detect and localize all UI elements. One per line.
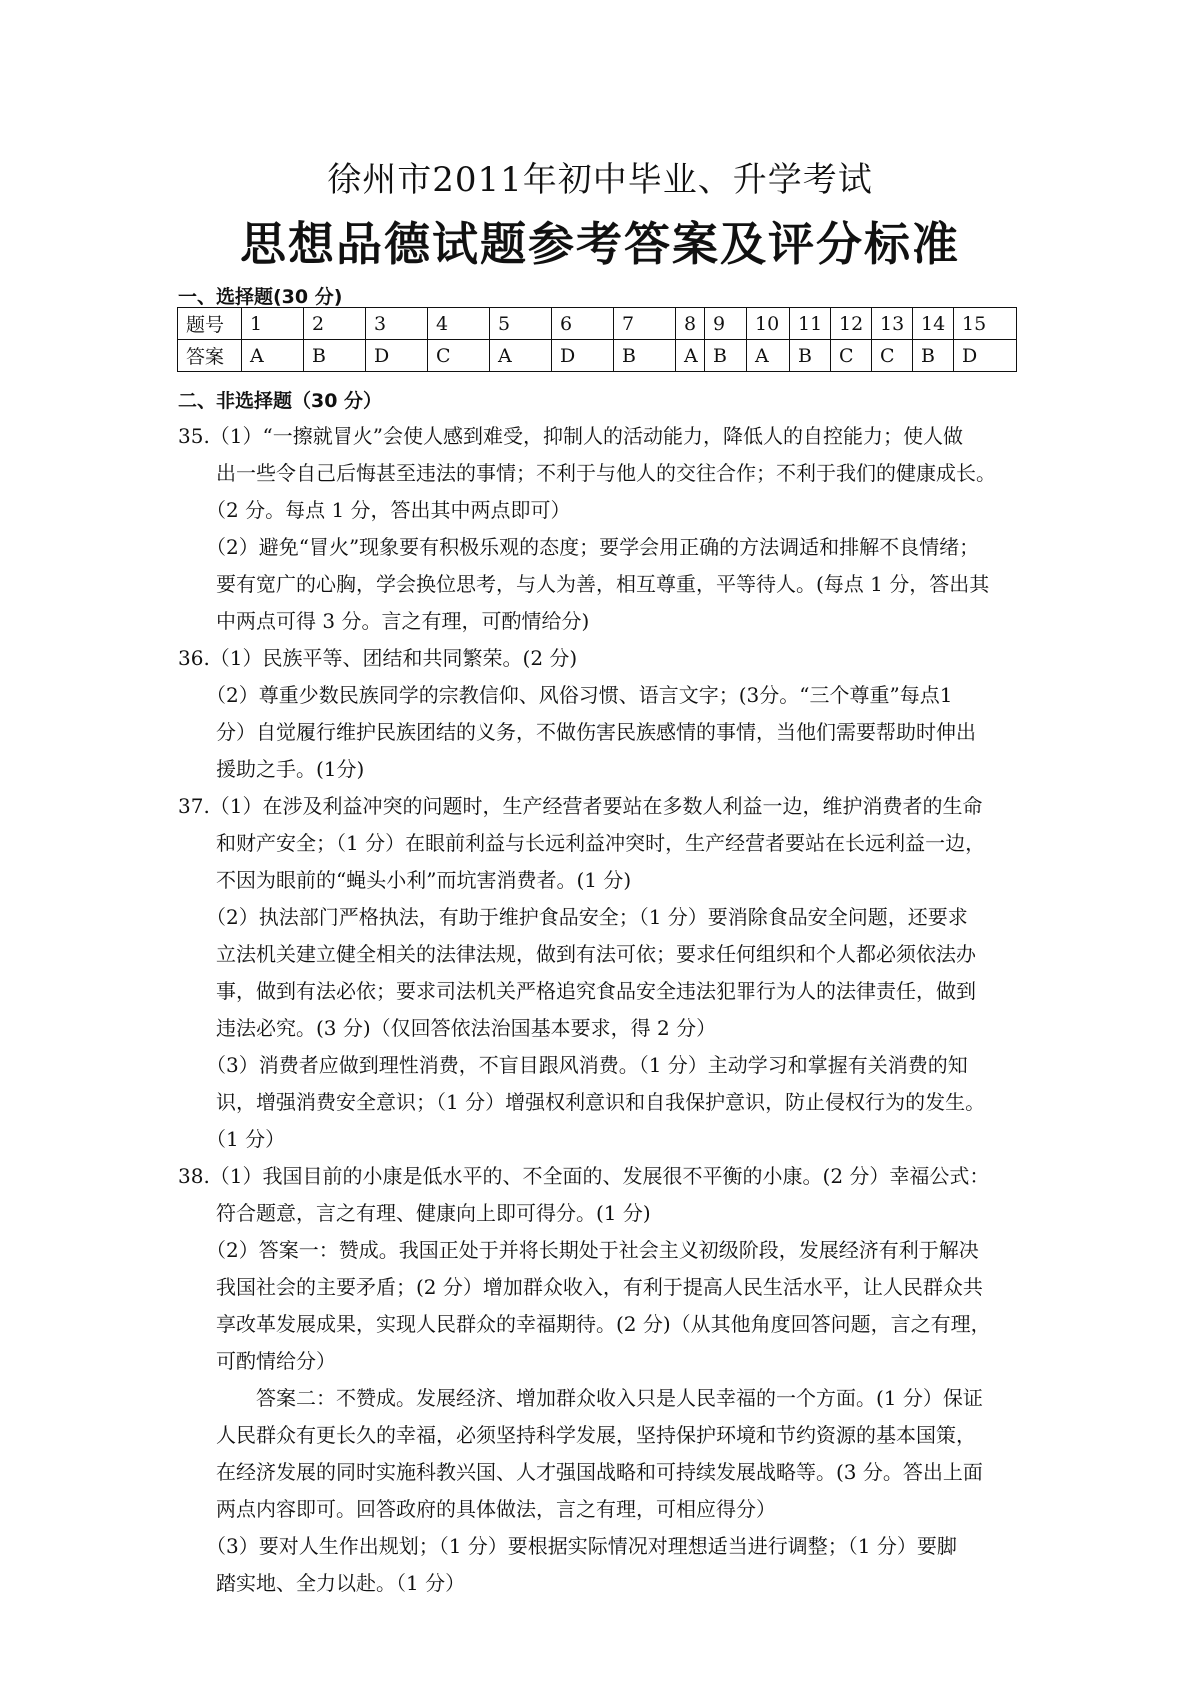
- answer-line: 两点内容即可。回答政府的具体做法，言之有理，可相应得分）: [216, 1497, 776, 1521]
- table-cell: 1: [242, 308, 304, 340]
- answer-line: 分）自觉履行维护民族团结的义务，不做伤害民族感情的事情，当他们需要帮助时伸出: [216, 720, 976, 744]
- answer-line: （2）尊重少数民族同学的宗教信仰、风俗习惯、语言文字；(3分。“三个尊重”每点1: [206, 683, 953, 707]
- answer-line: 援助之手。(1分): [216, 757, 365, 781]
- answer-line: 中两点可得 3 分。言之有理，可酌情给分): [216, 609, 590, 633]
- table-cell: C: [872, 340, 913, 372]
- answer-line: 答案二：不赞成。发展经济、增加群众收入只是人民幸福的一个方面。(1 分）保证: [256, 1386, 983, 1410]
- table-cell: A: [747, 340, 790, 372]
- answer-line: 立法机关建立健全相关的法律法规，做到有法可依；要求任何组织和个人都必须依法办: [216, 942, 976, 966]
- table-cell: D: [552, 340, 614, 372]
- answer-line: （3）要对人生作出规划；（1 分）要根据实际情况对理想适当进行调整；（1 分）要脚: [206, 1534, 957, 1558]
- table-cell: 12: [831, 308, 872, 340]
- answer-line: 享改革发展成果，实现人民群众的幸福期待。(2 分)（从其他角度回答问题，言之有理，: [216, 1312, 991, 1336]
- answer-line: 和财产安全；（1 分）在眼前利益与长远利益冲突时，生产经营者要站在长远利益一边，: [216, 831, 986, 855]
- answer-line: 35.（1）“一擦就冒火”会使人感到难受，抑制人的活动能力，降低人的自控能力；使人做: [178, 424, 963, 448]
- answer-line: 可酌情给分）: [216, 1349, 336, 1373]
- table-cell: D: [366, 340, 428, 372]
- answer-line: 要有宽广的心胸，学会换位思考，与人为善，相互尊重，平等待人。(每点 1 分，答出其: [216, 572, 990, 596]
- answer-line: 36.（1）民族平等、团结和共同繁荣。(2 分): [178, 646, 578, 670]
- answer-line: （2）避免“冒火”现象要有积极乐观的态度；要学会用正确的方法调适和排解不良情绪；: [206, 535, 980, 559]
- table-cell: C: [831, 340, 872, 372]
- table-cell: 8: [676, 308, 705, 340]
- table-cell: A: [676, 340, 705, 372]
- table-cell: B: [705, 340, 747, 372]
- table-cell: 6: [552, 308, 614, 340]
- answer-line: （2）执法部门严格执法，有助于维护食品安全；（1 分）要消除食品安全问题，还要求: [206, 905, 968, 929]
- answer-line: 踏实地、全力以赴。（1 分）: [216, 1571, 466, 1595]
- table-cell: 3: [366, 308, 428, 340]
- answer-line: 我国社会的主要矛盾；(2 分）增加群众收入，有利于提高人民生活水平，让人民群众共: [216, 1275, 983, 1299]
- table-cell: A: [490, 340, 552, 372]
- table-cell: C: [428, 340, 490, 372]
- table-cell: 11: [790, 308, 831, 340]
- answer-line: 人民群众有更长久的幸福，必须坚持科学发展，坚持保护环境和节约资源的基本国策，: [216, 1423, 976, 1447]
- answer-line: 违法必究。(3 分)（仅回答依法治国基本要求，得 2 分）: [216, 1016, 717, 1040]
- answer-line: 符合题意，言之有理、健康向上即可得分。(1 分): [216, 1201, 651, 1225]
- table-row-header: 题号: [178, 308, 242, 340]
- answer-line: 不因为眼前的“蝇头小利”而坑害消费者。(1 分): [216, 868, 632, 892]
- answer-line: 出一些令自己后悔甚至违法的事情；不利于与他人的交往合作；不利于我们的健康成长。: [216, 461, 996, 485]
- table-cell: 7: [614, 308, 676, 340]
- table-row-header: 答案: [178, 340, 242, 372]
- answer-line: 37.（1）在涉及利益冲突的问题时，生产经营者要站在多数人利益一边，维护消费者的生命: [178, 794, 983, 818]
- table-cell: 15: [954, 308, 1017, 340]
- answer-line: （3）消费者应做到理性消费，不盲目跟风消费。（1 分）主动学习和掌握有关消费的知: [206, 1053, 968, 1077]
- table-cell: B: [614, 340, 676, 372]
- section-heading-nonchoice: 二、非选择题（30 分）: [178, 390, 383, 412]
- answer-line: （2）答案一：赞成。我国正处于并将长期处于社会主义初级阶段，发展经济有利于解决: [206, 1238, 979, 1262]
- table-cell: A: [242, 340, 304, 372]
- table-cell: 9: [705, 308, 747, 340]
- table-cell: 10: [747, 308, 790, 340]
- table-cell: 14: [913, 308, 954, 340]
- answer-table: [177, 307, 1017, 372]
- answer-line: （2 分。每点 1 分，答出其中两点即可）: [206, 498, 571, 522]
- table-cell: B: [790, 340, 831, 372]
- table-cell: 2: [304, 308, 366, 340]
- table-row-answers: [178, 340, 1017, 372]
- table-cell: B: [304, 340, 366, 372]
- table-cell: D: [954, 340, 1017, 372]
- table-cell: 5: [490, 308, 552, 340]
- answer-line: 事，做到有法必依；要求司法机关严格追究食品安全违法犯罪行为人的法律责任，做到: [216, 979, 976, 1003]
- answer-line: 38.（1）我国目前的小康是低水平的、不全面的、发展很不平衡的小康。(2 分）幸福公式：: [178, 1164, 990, 1188]
- document-heading: 思想品德试题参考答案及评分标准: [240, 217, 960, 271]
- table-row-numbers: [178, 308, 1017, 340]
- answer-line: （1 分）: [206, 1127, 286, 1151]
- answer-line: 识，增强消费安全意识；（1 分）增强权利意识和自我保护意识，防止侵权行为的发生。: [216, 1090, 986, 1114]
- exam-title: 徐州市2011年初中毕业、升学考试: [327, 160, 873, 200]
- table-cell: 13: [872, 308, 913, 340]
- section-heading-choice: 一、选择题(30 分): [178, 286, 343, 308]
- table-cell: B: [913, 340, 954, 372]
- answer-line: 在经济发展的同时实施科教兴国、人才强国战略和可持续发展战略等。(3 分。答出上面: [216, 1460, 983, 1484]
- table-cell: 4: [428, 308, 490, 340]
